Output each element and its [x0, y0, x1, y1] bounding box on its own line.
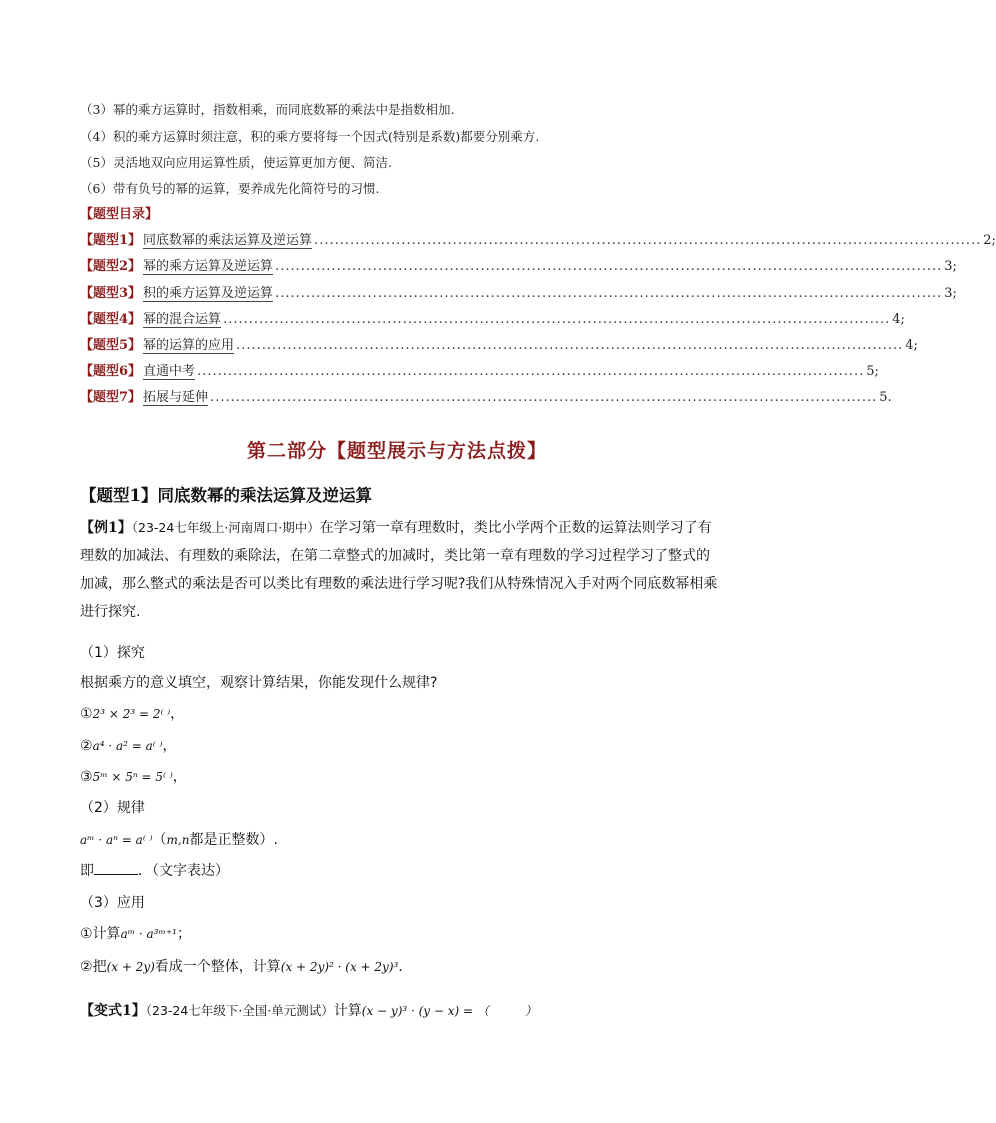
explore-prompt: 根据乘方的意义填空，观察计算结果，你能发现什么规律? [80, 675, 438, 691]
note-line-5: （5）灵活地双向应用运算性质，使运算更加方便、简洁. [80, 155, 392, 170]
rule-variables: m,n [166, 833, 190, 847]
toc-title: 直通中考 [143, 360, 195, 380]
rule-expression: aᵐ · aⁿ = a⁽ ⁾ [80, 833, 153, 847]
item-tail: ； [177, 926, 191, 942]
toc-title: 同底数幂的乘法运算及逆运算 [143, 229, 312, 249]
toc-leader: .................................................................................................................................. [275, 286, 943, 301]
toc-entry-4[interactable] [80, 308, 905, 327]
toc-leader: .................................................................................................................................. [210, 390, 878, 405]
apply-item-1 [80, 923, 191, 943]
toc-entry-1[interactable] [80, 229, 996, 248]
toc-entry-5[interactable] [80, 334, 918, 353]
toc-title: 幂的混合运算 [143, 308, 221, 328]
toc-tag: 【题型7】 [80, 390, 142, 405]
toc-title: 幂的运算的应用 [143, 334, 234, 354]
toc-leader: .................................................................................................................................. [314, 233, 982, 248]
item-expression: 5ᵐ × 5ⁿ = 5⁽ ⁾ [92, 770, 173, 784]
variant-1 [80, 1000, 537, 1020]
rule-verbal [80, 860, 229, 880]
item-expression: (x + 2y) [106, 960, 155, 974]
item-text: 把 [92, 959, 107, 975]
directory-heading: 【题型目录】 [80, 207, 159, 222]
item-number: ① [80, 706, 93, 722]
apply-item-2 [80, 956, 412, 976]
toc-leader: .................................................................................................................................. [223, 312, 891, 327]
explore-item-2 [80, 735, 176, 755]
item-expression: aᵐ · a³ᵐ⁺¹ [120, 927, 177, 941]
item-tail: ， [162, 738, 177, 754]
item-expression: a⁴ · a² = a⁽ ⁾ [92, 739, 163, 753]
note-line-4: （4）积的乘方运算时须注意，积的乘方要将每一个因式(特别是系数)都要分别乘方. [80, 129, 540, 144]
item-number: ③ [80, 769, 93, 785]
toc-leader: .................................................................................................................................. [236, 338, 904, 353]
item-number: ① [80, 926, 93, 942]
toc-entry-6[interactable] [80, 360, 879, 379]
item-tail: ， [172, 769, 187, 785]
toc-page: 3; [944, 286, 957, 301]
toc-tag: 【题型6】 [80, 364, 142, 379]
explore-label: （1）探究 [80, 645, 145, 661]
example-source: （23-24七年级上·河南周口·期中） [131, 520, 320, 535]
toc-page: 5. [879, 390, 892, 405]
section-heading: 【题型1】同底数幂的乘法运算及逆运算 [80, 486, 372, 505]
toc-tag: 【题型2】 [80, 259, 142, 274]
rule-suffix: ．（文字表达） [138, 863, 229, 879]
toc-tag: 【题型1】 [80, 233, 142, 248]
item-expression: 2³ × 2³ = 2⁽ ⁾ [92, 707, 171, 721]
toc-entry-3[interactable] [80, 282, 957, 301]
example-body: 在学习第一章有理数时，类比小学两个正数的运算法则学习了有理数的加减法、有理数的乘除法，在第二章整式的加减时，类比第一章有理数的学习过程学习了整式的加减，那么整式的乘法是否可以类比有理数的乘法进行学习呢?我们从特殊情况入手对两个同底数幂相乘进行探究. [80, 520, 718, 620]
toc-leader: .................................................................................................................................. [275, 259, 943, 274]
toc-leader: .................................................................................................................................. [197, 364, 865, 379]
explore-item-1 [80, 703, 184, 723]
example-label: 【例1】 [80, 520, 132, 536]
variant-source: （23-24七年级下·全国·单元测试） [145, 1003, 334, 1018]
example-1 [80, 514, 720, 626]
item-number: ② [80, 959, 93, 975]
toc-title: 拓展与延伸 [143, 386, 208, 406]
item-text: 计算 [92, 926, 121, 942]
toc-title: 幂的乘方运算及逆运算 [143, 255, 273, 275]
rule-condition: 都是正整数）. [189, 832, 278, 848]
explore-item-3 [80, 766, 187, 786]
toc-entry-2[interactable] [80, 255, 957, 274]
toc-page: 3; [944, 259, 957, 274]
variant-label: 【变式1】 [80, 1003, 146, 1019]
variant-expression: (x − y)³ · (y − x) = （ ） [361, 1004, 537, 1018]
rule-formula [80, 829, 278, 849]
note-line-6: （6）带有负号的幂的运算，要养成先化简符号的习惯. [80, 181, 380, 196]
note-line-3: （3）幂的乘方运算时，指数相乘，而同底数幂的乘法中是指数相加. [80, 102, 455, 117]
item-number: ② [80, 738, 93, 754]
rule-label: （2）规律 [80, 800, 145, 816]
toc-entry-7[interactable] [80, 386, 892, 405]
variant-text: 计算 [333, 1003, 362, 1019]
toc-title: 积的乘方运算及逆运算 [143, 282, 273, 302]
rule-prefix: 即 [80, 863, 94, 879]
toc-tag: 【题型3】 [80, 286, 142, 301]
answer-blank[interactable] [94, 862, 138, 875]
toc-tag: 【题型5】 [80, 338, 142, 353]
item-tail: ， [170, 706, 185, 722]
item-tail: ． [398, 959, 413, 975]
rule-paren: （ [152, 832, 167, 848]
apply-label: （3）应用 [80, 895, 145, 911]
item-text-2: 看成一个整体，计算 [154, 959, 281, 975]
item-expression-2: (x + 2y)² · (x + 2y)³ [280, 960, 399, 974]
toc-page: 5; [866, 364, 879, 379]
toc-page: 4; [905, 338, 918, 353]
toc-page: 4; [892, 312, 905, 327]
toc-page: 2; [983, 233, 996, 248]
toc-tag: 【题型4】 [80, 312, 142, 327]
part-title: 第二部分【题型展示与方法点拨】 [246, 440, 547, 462]
